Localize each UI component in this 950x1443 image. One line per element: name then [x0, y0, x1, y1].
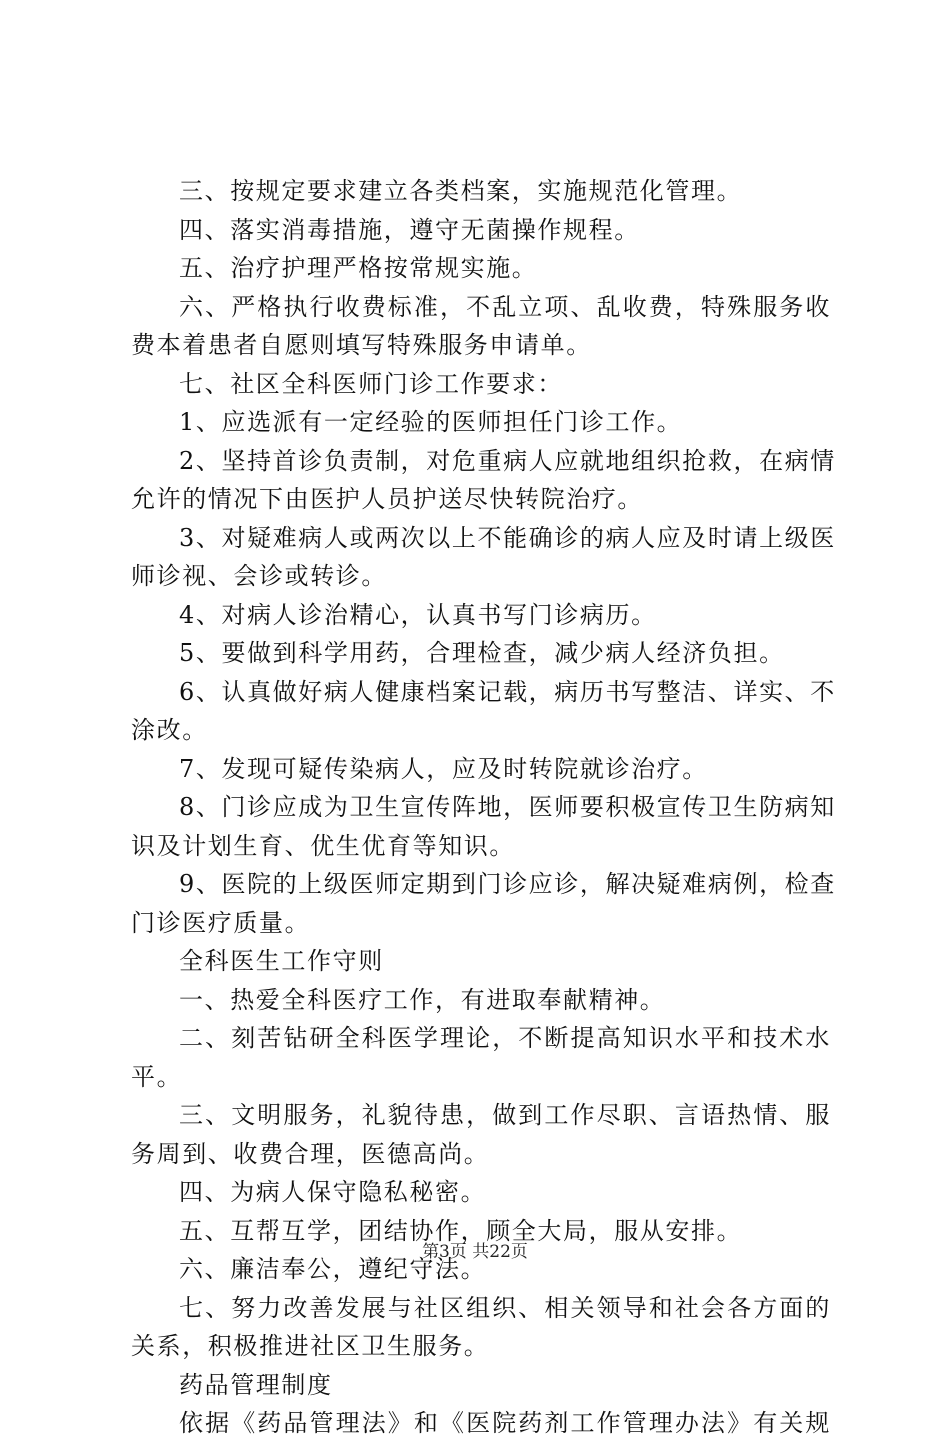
- text-line: 识及计划生育、优生优育等知识。: [131, 831, 515, 860]
- text-line: 9、医院的上级医师定期到门诊应诊，解决疑难病例，检查: [179, 870, 836, 898]
- text-line: 2、坚持首诊负责制，对危重病人应就地组织抢救，在病情: [179, 446, 836, 475]
- text-line: 六、严格执行收费标准，不乱立项、乱收费，特殊服务收: [179, 292, 831, 321]
- text-line: 务周到、收费合理，医德高尚。: [131, 1139, 490, 1168]
- text-line: 4、对病人诊治精心，认真书写门诊病历。: [179, 600, 657, 629]
- text-line: 五、治疗护理严格按常规实施。: [179, 254, 538, 282]
- text-line: 允许的情况下由医护人员护送尽快转院治疗。: [131, 485, 643, 513]
- text-line: 一、热爱全科医疗工作，有进取奉献精神。: [179, 985, 666, 1014]
- text-line: 药品管理制度: [179, 1370, 333, 1399]
- text-line: 六、廉洁奉公，遵纪守法。: [179, 1255, 487, 1283]
- text-line: 依据《药品管理法》和《医院药剂工作管理办法》有关规: [179, 1409, 831, 1437]
- text-line: 二、刻苦钻研全科医学理论，不断提高知识水平和技术水: [179, 1024, 831, 1052]
- text-line: 七、社区全科医师门诊工作要求：: [179, 369, 563, 398]
- page-footer: 第3页 共22页: [422, 1242, 528, 1262]
- text-line: 三、文明服务，礼貌待患，做到工作尽职、言语热情、服: [179, 1101, 831, 1129]
- text-line: 8、门诊应成为卫生宣传阵地，医师要积极宣传卫生防病知: [179, 793, 836, 821]
- text-line: 门诊医疗质量。: [131, 908, 311, 937]
- text-line: 1、应选派有一定经验的医师担任门诊工作。: [179, 408, 683, 436]
- text-line: 三、按规定要求建立各类档案，实施规范化管理。: [179, 177, 743, 205]
- text-line: 七、努力改善发展与社区组织、相关领导和社会各方面的: [179, 1293, 831, 1322]
- text-line: 师诊视、会诊或转诊。: [131, 562, 387, 590]
- text-line: 5、要做到科学用药，合理检查，减少病人经济负担。: [179, 639, 785, 667]
- text-line: 全科医生工作守则: [179, 947, 384, 975]
- text-line: 四、落实消毒措施，遵守无菌操作规程。: [179, 215, 640, 244]
- text-line: 7、发现可疑传染病人，应及时转院就诊治疗。: [179, 754, 708, 783]
- text-line: 四、为病人保守隐私秘密。: [179, 1178, 487, 1206]
- text-line: 费本着患者自愿则填写特殊服务申请单。: [131, 331, 592, 359]
- text-line: 五、互帮互学，团结协作，顾全大局，服从安排。: [179, 1216, 743, 1245]
- text-line: 关系，积极推进社区卫生服务。: [131, 1332, 490, 1360]
- text-line: 3、对疑难病人或两次以上不能确诊的病人应及时请上级医: [179, 523, 836, 552]
- text-line: 6、认真做好病人健康档案记载，病历书写整洁、详实、不: [179, 677, 836, 706]
- text-line: 平。: [131, 1062, 183, 1091]
- text-line: 涂改。: [131, 716, 208, 744]
